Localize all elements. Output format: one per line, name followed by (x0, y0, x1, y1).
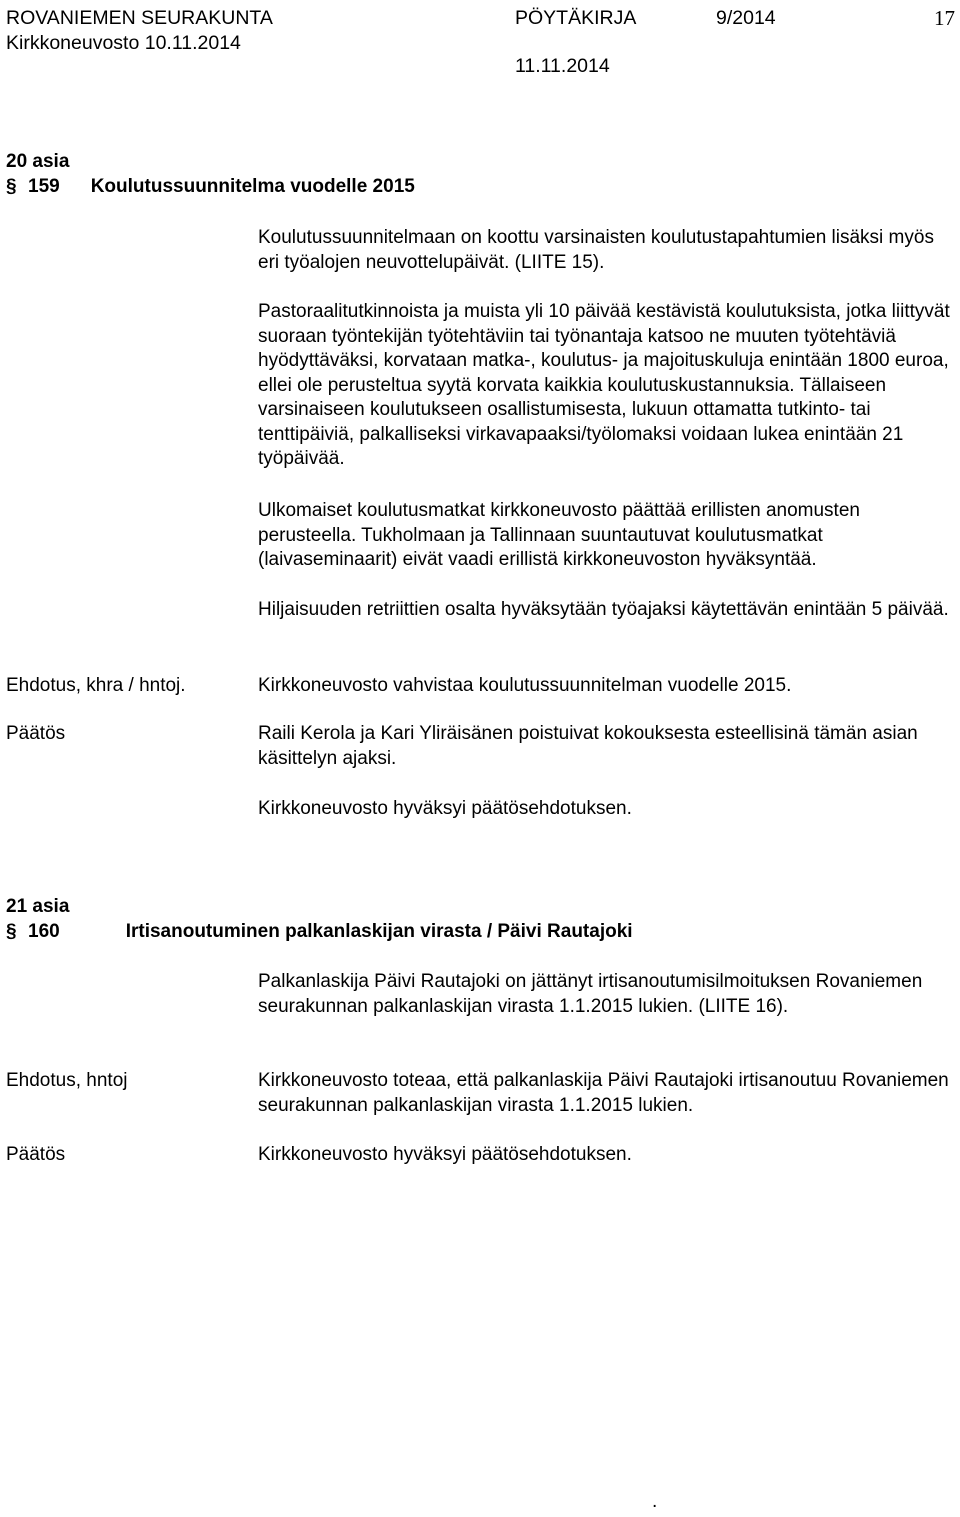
paragraph (258, 970, 953, 1019)
paragraph (258, 499, 953, 573)
section-heading (6, 175, 415, 200)
proposal-label: Ehdotus, khra / hntoj. (6, 675, 186, 696)
footer-mark: . (652, 1491, 658, 1512)
agenda-number: 21 asia (6, 896, 70, 917)
section-number: 160 (28, 921, 60, 942)
paragraph-text: Koulutussuunnitelmaan on koottu varsinaisten koulutustapahtumien lisäksi myös eri työalojen neuvottelupäivät. (LIITE 15). (258, 227, 934, 273)
paragraph-text: Pastoraalitutkinnoista ja muista yli 10 päivää kestävistä koulutuksista, jotka liittyvät suoraan työntekijän työtehtäviin tai työnantaja katsoo ne muuten työtehtäviä hyödyttäväksi, korvataan matka-, koulutus- ja majoituskuluja enintään 1800 euroa, ellei ole perusteltua syytä korvata kaikkia koulutuskustannuksia. Tällaiseen varsinaiseen koulutukseen osallistumisesta, lukuun ottamatta tutkinto- tai tenttipäiviä, palkalliseksi virkavapaaksi/työlomaksi voidaan lukea enintään 21 työpäivää. (258, 301, 950, 469)
paragraph-text: Ulkomaiset koulutusmatkat kirkkoneuvosto päättää erillisten anomusten perusteella. Tukholmaan ja Tallinnaan suuntautuvat koulutusmatkat (laivaseminaarit) eivät vaadi erillistä kirkkoneuvoston hyväksyntää. (258, 500, 860, 570)
section-symbol: § (6, 176, 17, 197)
paragraph-text: Palkanlaskija Päivi Rautajoki on jättänyt irtisanoutumisilmoituksen Rovaniemen seurakunnan palkanlaskijan virasta 1.1.2015 lukien. (LIITE 16). (258, 971, 923, 1017)
decision-text: Raili Kerola ja Kari Yliräisänen poistuivat kokouksesta esteellisinä tämän asian käsittelyn ajaksi. (258, 723, 918, 769)
decision-text: Kirkkoneuvosto hyväksyi päätösehdotuksen. (258, 798, 632, 819)
decision-text: Kirkkoneuvosto hyväksyi päätösehdotuksen. (258, 1144, 632, 1165)
header-issue: 9/2014 (716, 7, 776, 29)
section-number: 159 (28, 176, 60, 197)
agenda-number: 20 asia (6, 151, 70, 172)
decision-label: Päätös (6, 1144, 66, 1165)
proposal-text: Kirkkoneuvosto toteaa, että palkanlaskija Päivi Rautajoki irtisanoutuu Rovaniemen seurakunnan palkanlaskijan virasta 1.1.2015 lukien. (258, 1070, 949, 1116)
proposal-text: Kirkkoneuvosto vahvistaa koulutussuunnitelman vuodelle 2015. (258, 675, 792, 696)
paragraph (258, 226, 953, 275)
proposal-label: Ehdotus, hntoj (6, 1070, 128, 1091)
section-title: Irtisanoutuminen palkanlaskijan virasta / Päivi Rautajoki (125, 921, 633, 942)
paragraph (258, 300, 953, 472)
header-doc-type: PÖYTÄKIRJA (515, 7, 637, 29)
header-meeting: Kirkkoneuvosto 10.11.2014 (6, 32, 241, 54)
paragraph-text: Hiljaisuuden retriittien osalta hyväksytään työajaksi käytettävän enintään 5 päivää. (258, 599, 949, 620)
header-date: 11.11.2014 (515, 55, 610, 77)
page-number: 17 (934, 6, 955, 30)
section-title: Koulutussuunnitelma vuodelle 2015 (90, 176, 415, 197)
section-heading (6, 920, 633, 945)
decision-label: Päätös (6, 723, 66, 744)
section-symbol: § (6, 921, 17, 942)
paragraph (258, 598, 953, 623)
header-org: ROVANIEMEN SEURAKUNTA (6, 7, 273, 29)
